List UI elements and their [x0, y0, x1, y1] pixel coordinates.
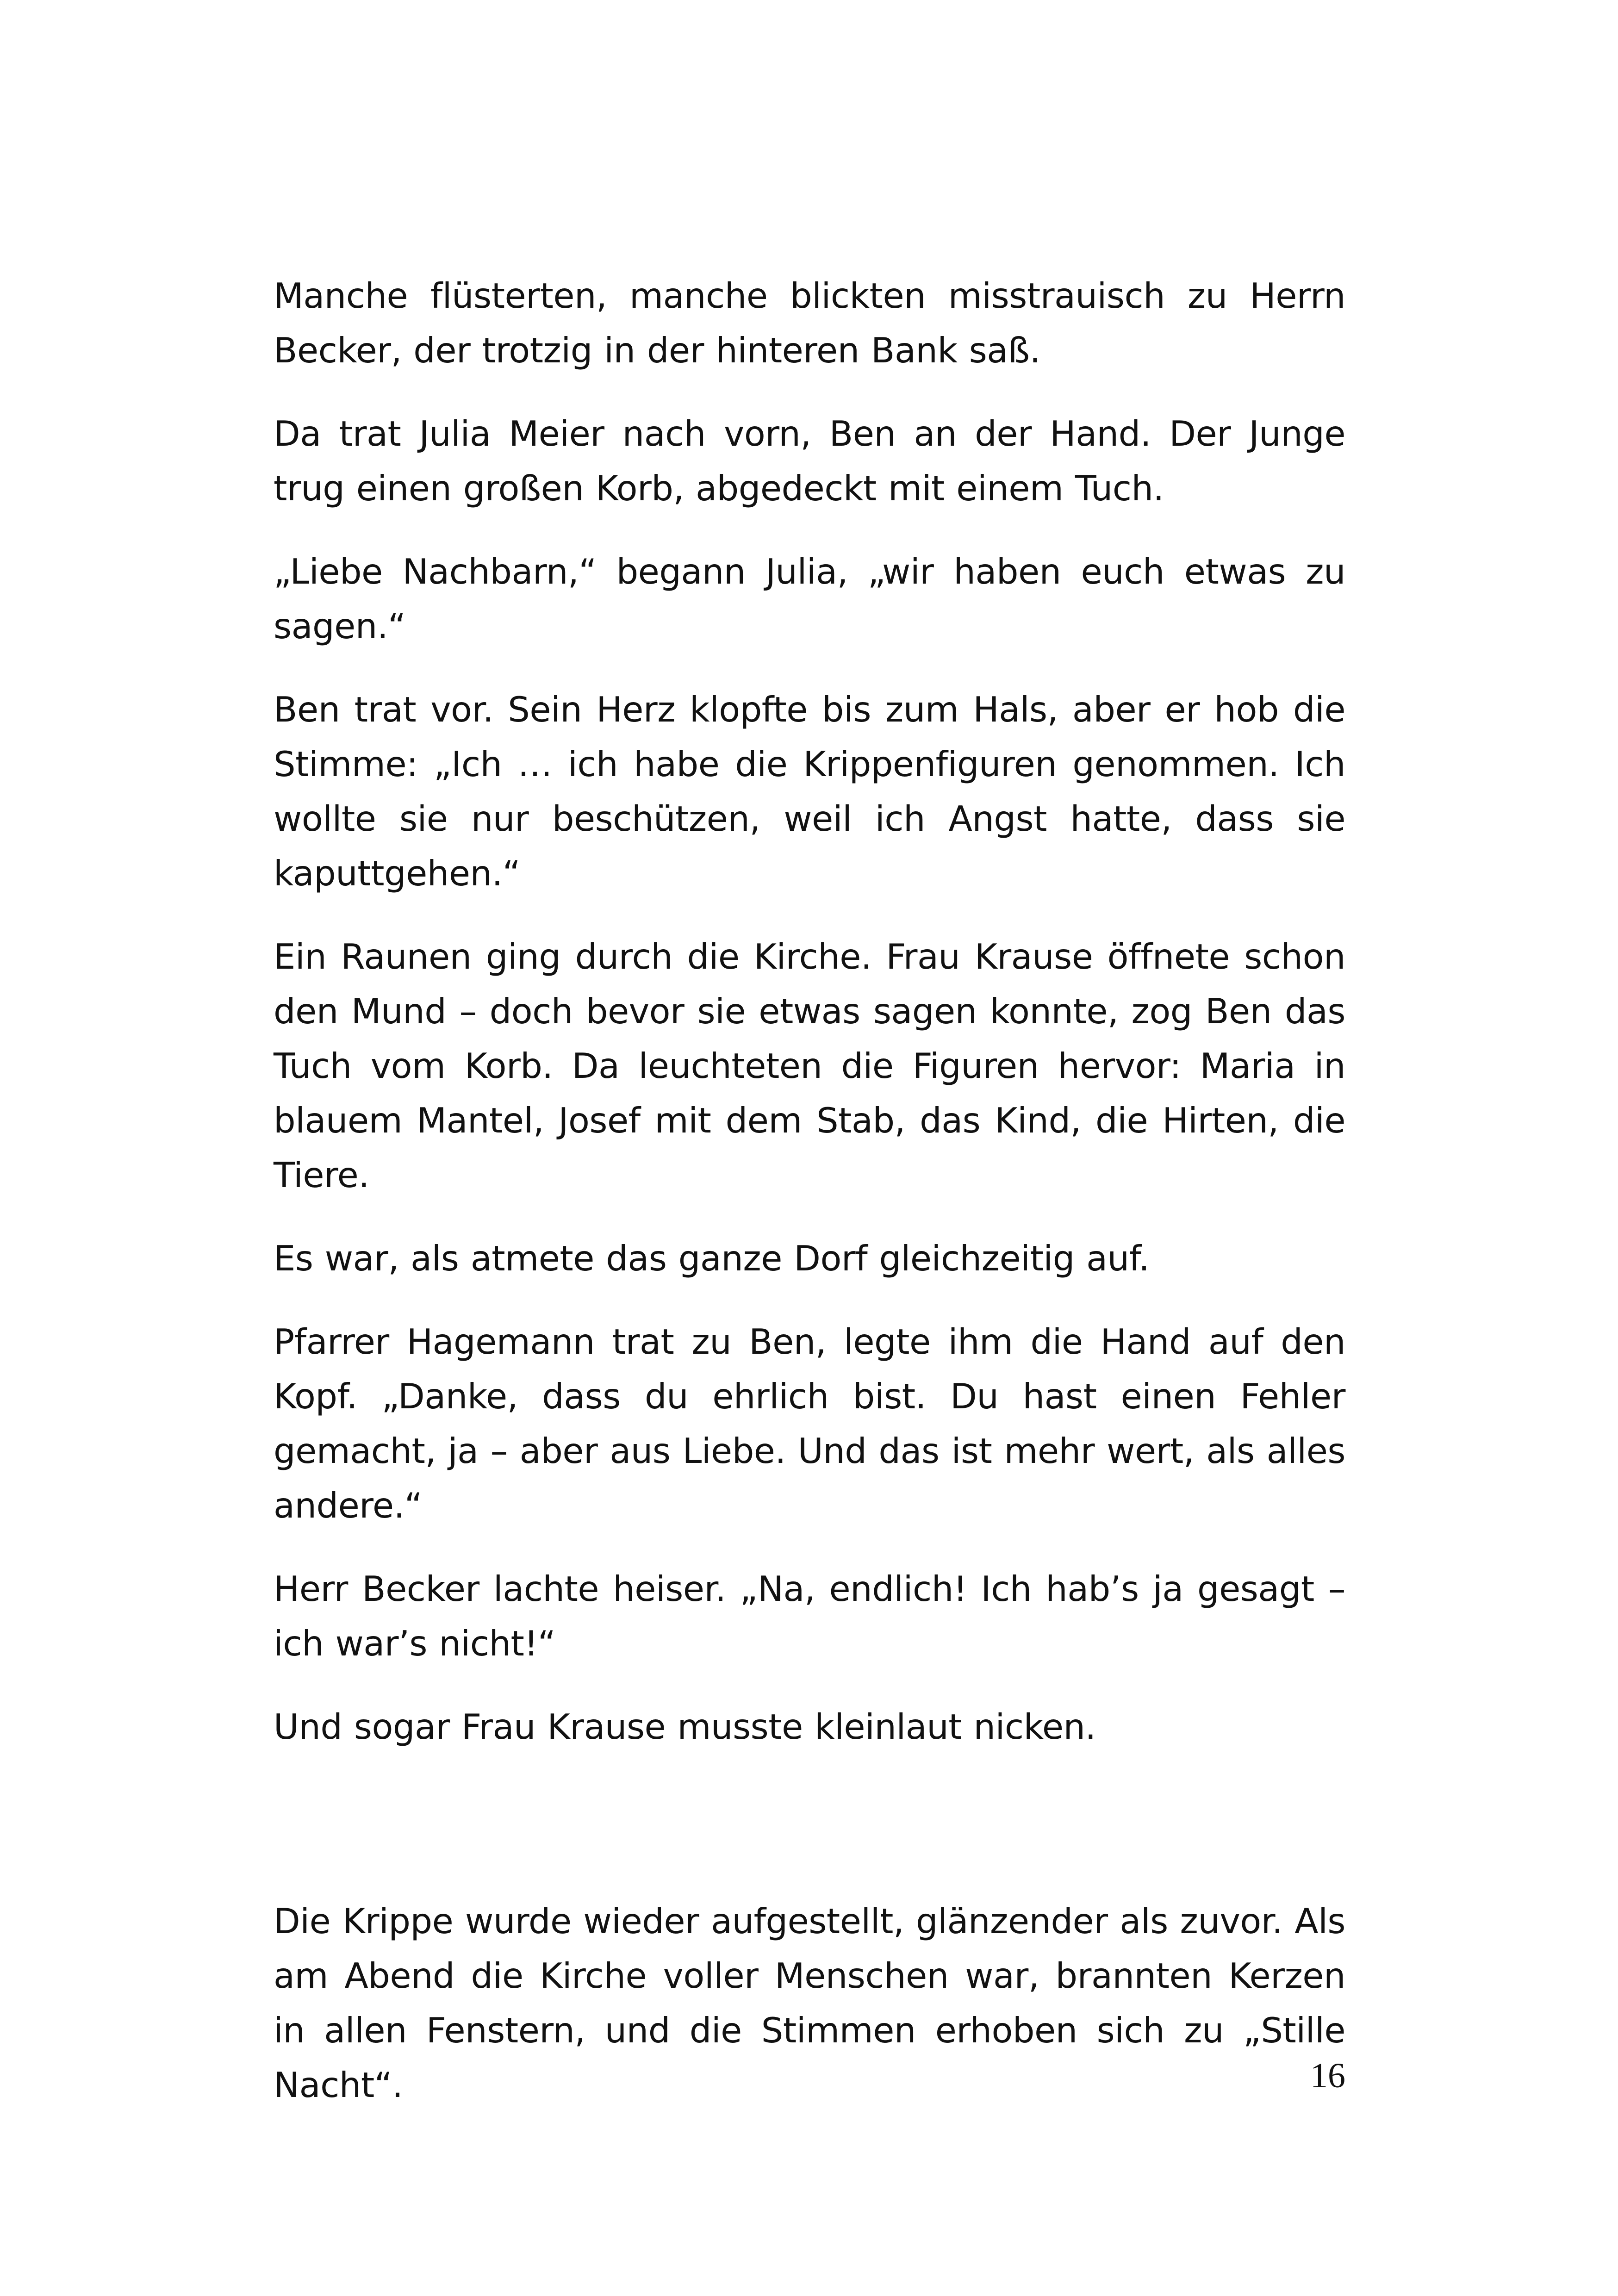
- paragraph-village-relief: Es war, als atmete das ganze Dorf gleichzeitig auf.: [274, 1238, 1150, 1279]
- section-break: [274, 1783, 1345, 1894]
- paragraph-whispering: Manche flüsterten, manche blickten misstrauisch zu Herrn Becker, der trotzig in der hinteren Bank saß.: [274, 275, 1345, 371]
- page-body: [274, 268, 1345, 2141]
- paragraph-crib-restored: Die Krippe wurde wieder aufgestellt, glänzender als zuvor. Als am Abend die Kirche voller Menschen war, brannten Kerzen in allen Fenstern, und die Stimmen erhoben sich zu „Stille Nacht“.: [274, 1901, 1345, 2105]
- paragraph-ben-confession: Ben trat vor. Sein Herz klopfte bis zum Hals, aber er hob die Stimme: „Ich … ich habe die Krippenfiguren genommen. Ich wollte sie nur beschützen, weil ich Angst hatte, dass sie kaputtgehen.“: [274, 689, 1345, 894]
- paragraph-figures-revealed: Ein Raunen ging durch die Kirche. Frau Krause öffnete schon den Mund – doch bevor sie etwas sagen konnte, zog Ben das Tuch vom Korb. Da leuchteten die Figuren hervor: Maria in blauem Mantel, Josef mit dem Stab, das Kind, die Hirten, die Tiere.: [274, 936, 1345, 1195]
- paragraph-krause-nods: Und sogar Frau Krause musste kleinlaut nicken.: [274, 1706, 1096, 1747]
- paragraph-julia-speech: „Liebe Nachbarn,“ begann Julia, „wir haben euch etwas zu sagen.“: [274, 551, 1345, 647]
- page-number: 16: [1310, 2056, 1345, 2095]
- paragraph-becker-laughs: Herr Becker lachte heiser. „Na, endlich! Ich hab’s ja gesagt – ich war’s nicht!“: [274, 1568, 1345, 1664]
- paragraph-julia-steps-forward: Da trat Julia Meier nach vorn, Ben an der Hand. Der Junge trug einen großen Korb, abgedeckt mit einem Tuch.: [274, 413, 1345, 509]
- paragraph-pastor-speech: Pfarrer Hagemann trat zu Ben, legte ihm die Hand auf den Kopf. „Danke, dass du ehrlich bist. Du hast einen Fehler gemacht, ja – aber aus Liebe. Und das ist mehr wert, als alles andere.“: [274, 1321, 1345, 1526]
